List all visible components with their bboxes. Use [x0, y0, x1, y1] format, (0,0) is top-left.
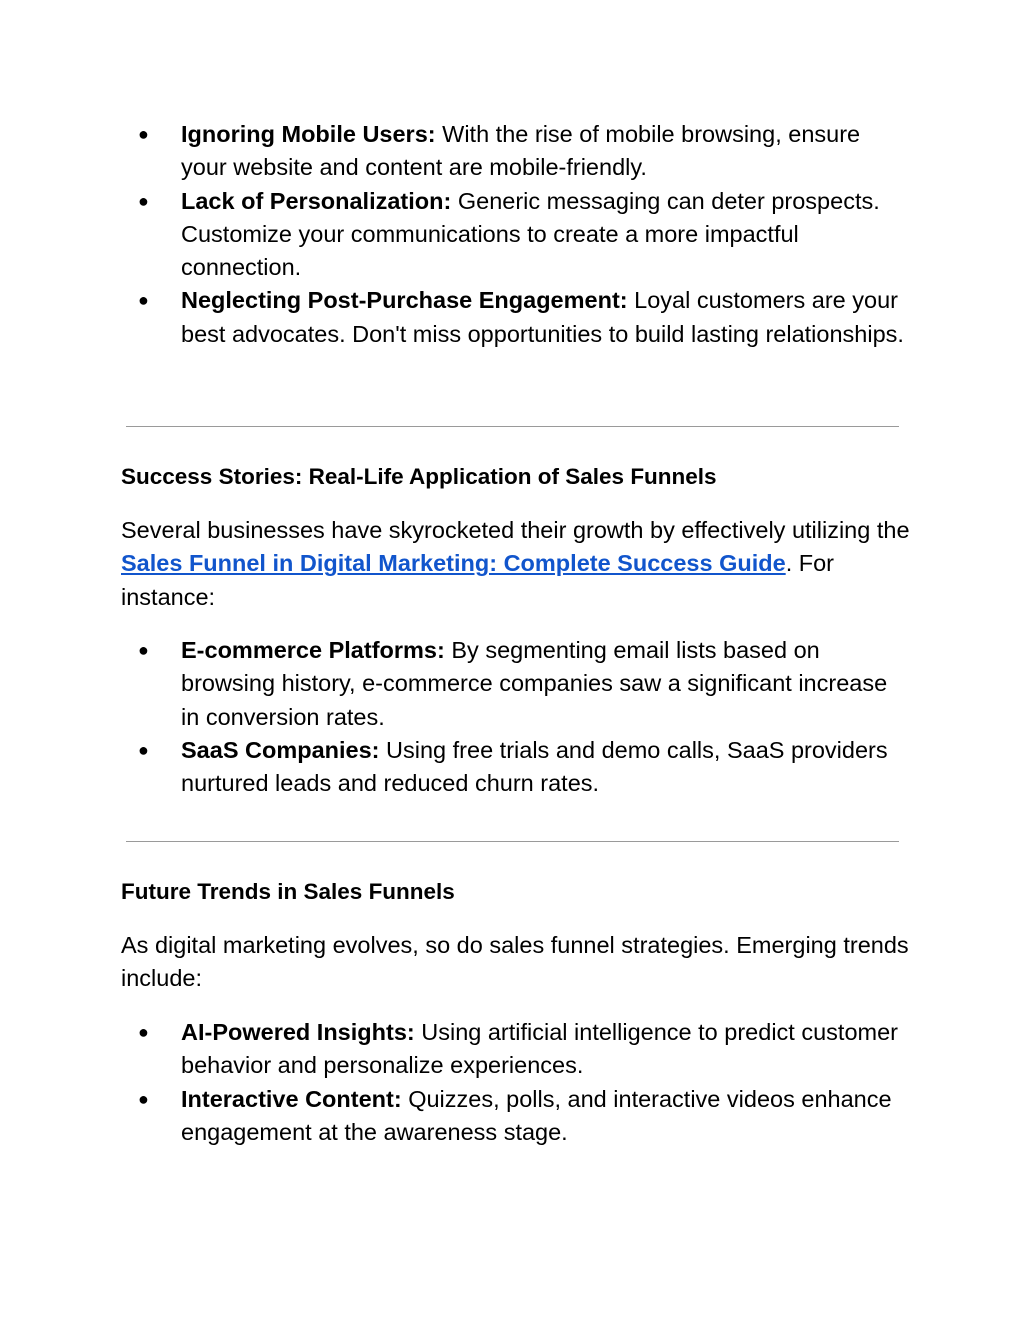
section-heading-future-trends: Future Trends in Sales Funnels [121, 879, 455, 904]
list-item-text: Loyal customers are your best advocates. Don't miss opportunities to build lasting relationships. [181, 287, 904, 347]
list-item-text: With the rise of mobile browsing, ensure your website and content are mobile-friendly. [181, 121, 861, 181]
bullet-icon: ● [138, 739, 149, 760]
bullet-icon: ● [138, 640, 149, 660]
list-item [121, 185, 911, 285]
bullet-icon: ● [138, 190, 149, 211]
list-item-term: Interactive Content: [181, 1085, 402, 1112]
list-item-term: SaaS Companies: [181, 736, 380, 763]
success-stories-list [121, 634, 911, 800]
list-item [121, 118, 911, 185]
list-item-term: Ignoring Mobile Users: [181, 121, 436, 147]
list-item-text: By segmenting email lists based on browsing history, e-commerce companies saw a significant increase in conversion rates. [181, 637, 888, 730]
horizontal-divider [126, 426, 899, 427]
list-item-text: Quizzes, polls, and interactive videos enhance engagement at the awareness stage. [181, 1085, 892, 1145]
bullet-icon: ● [138, 1022, 149, 1042]
list-item-text: Using artificial intelligence to predict customer behavior and personalize experiences. [181, 1019, 898, 1079]
list-item [121, 634, 911, 734]
list-item [121, 734, 911, 801]
list-item [121, 1083, 911, 1150]
bullet-icon: ● [138, 1088, 149, 1109]
list-item [121, 284, 911, 351]
list-item-text: Generic messaging can deter prospects. Customize your communications to create a more impactful connection. [181, 187, 880, 281]
list-item-term: Lack of Personalization: [181, 187, 452, 214]
pitfalls-list [121, 118, 911, 351]
future-trends-intro: As digital marketing evolves, so do sales funnel strategies. Emerging trends include: [121, 932, 909, 992]
horizontal-divider [126, 841, 899, 842]
intro-text: Several businesses have skyrocketed their growth by effectively utilizing the [121, 517, 910, 543]
intro-text-end: . For instance: [121, 550, 834, 610]
list-item-term: AI-Powered Insights: [181, 1019, 415, 1045]
bullet-icon: ● [138, 290, 149, 311]
future-trends-list [121, 1016, 911, 1149]
list-item [121, 1016, 911, 1083]
list-item-text: Using free trials and demo calls, SaaS providers nurtured leads and reduced churn rates. [181, 736, 888, 797]
sales-funnel-guide-link[interactable]: Sales Funnel in Digital Marketing: Complete Success Guide [121, 550, 786, 577]
list-item-term: Neglecting Post-Purchase Engagement: [181, 287, 628, 314]
section-heading-success-stories: Success Stories: Real-Life Application of Sales Funnels [121, 464, 717, 489]
bullet-icon: ● [138, 124, 149, 144]
success-stories-intro [121, 514, 911, 614]
list-item-term: E-commerce Platforms: [181, 637, 445, 663]
